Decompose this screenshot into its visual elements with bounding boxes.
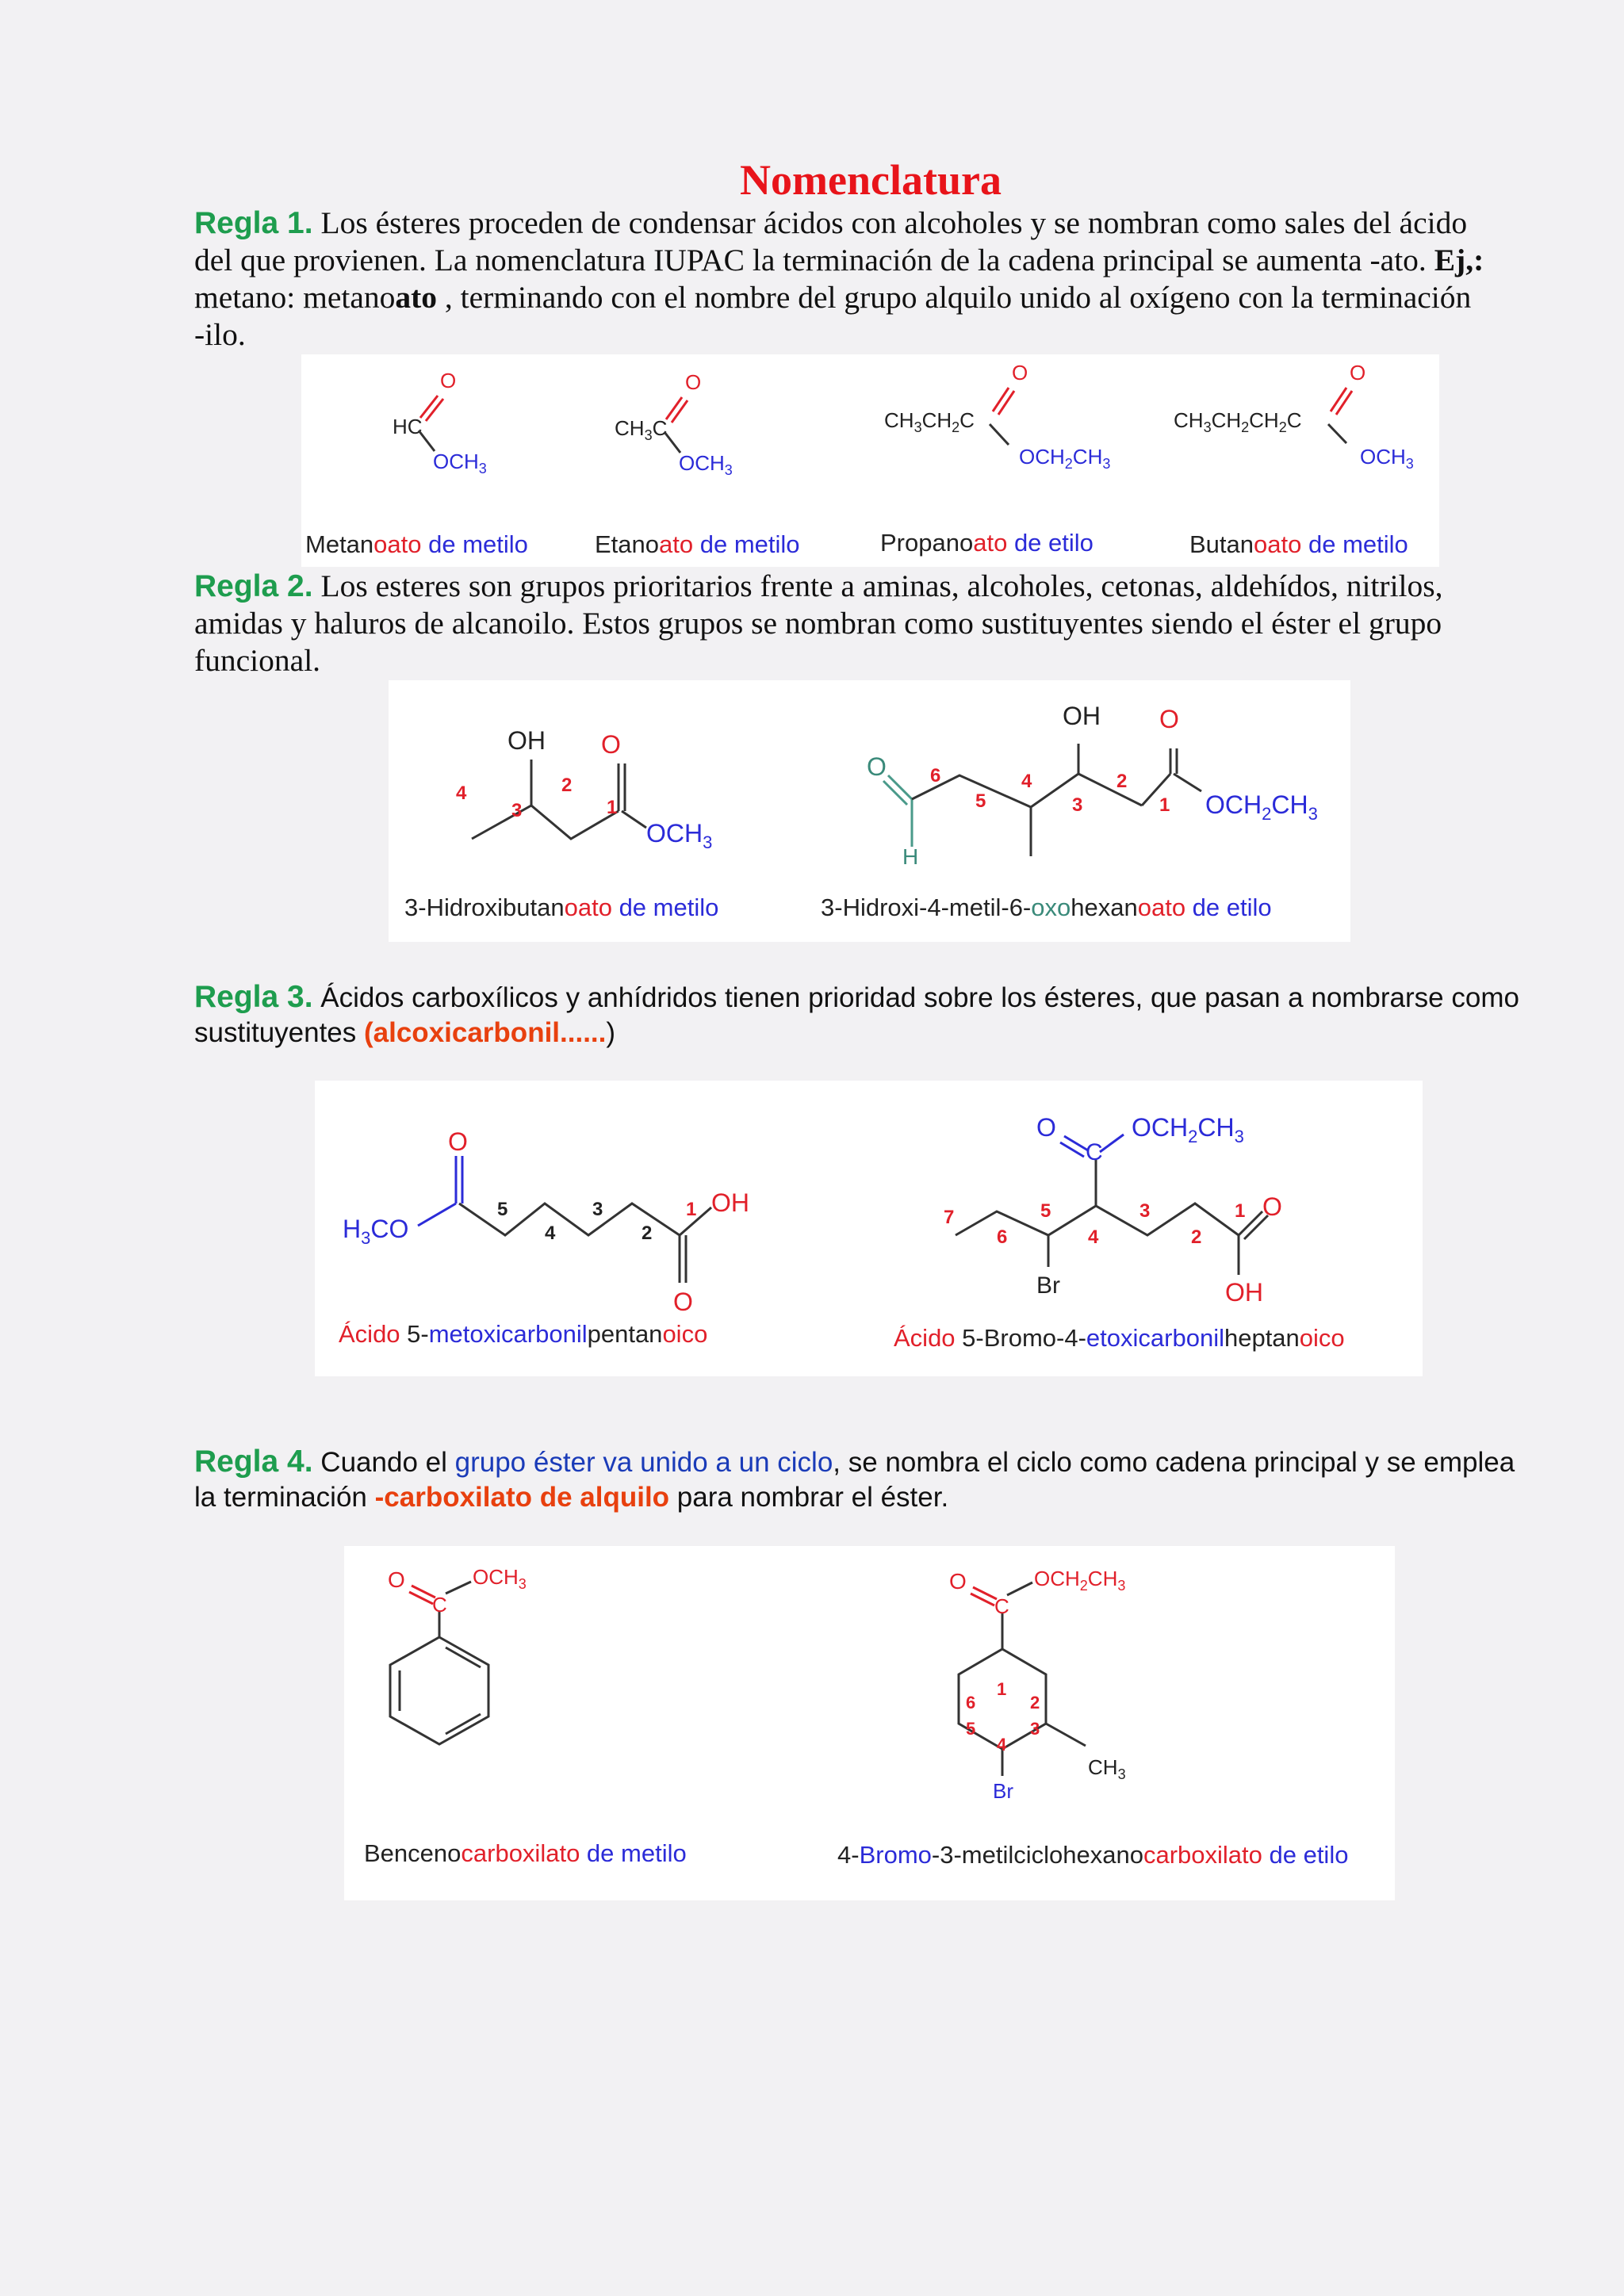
molecule-name: 4-Bromo-3-metilciclohexanocarboxilato de etilo [837,1841,1349,1869]
rule3-text-2: sustituyentes [194,1017,364,1048]
mol-atom: Br [993,1779,1013,1803]
rule3-figure [315,1081,1423,1376]
mol-locant: 3 [592,1199,603,1220]
rule2-label: Regla 2. [194,569,313,603]
mol-atom: C [1086,1139,1103,1165]
mol-atom: $OCH_2CH_3$ [1019,445,1111,472]
molecule-name: Ácido 5-Bromo-4-etoxicarbonilheptanoico [894,1324,1345,1352]
mol-locant: 3 [1072,794,1083,816]
molecule-3-hidroxi-4-metil-6-oxohexanoato-de-etilo [821,702,1318,921]
mol-locant: 5 [966,1719,976,1739]
rule2-figure [389,680,1350,942]
mol-locant: 1 [1159,794,1170,816]
rule2-paragraph [194,568,1542,679]
mol-locant: 4 [1088,1226,1099,1248]
mol-atom: O [1012,361,1028,385]
rule1-label: Regla 1. [194,206,313,240]
molecule-name: Bencenocarboxilato de metilo [364,1839,687,1867]
molecule-propanoato-de-etilo [880,361,1110,557]
rule4-text-2: , se nombra el ciclo como cadena principal y se emplea [833,1447,1515,1478]
rule4-text-3: la terminación [194,1482,375,1513]
mol-locant: 1 [997,1679,1007,1699]
mol-locant: 6 [930,765,941,786]
rule4-text-1: Cuando el [312,1447,455,1478]
mol-atom: $CH_3CH_2CH_2C$ [1174,408,1302,435]
mol-locant: 1 [607,797,618,818]
molecule-name: Etanoato de metilo [595,530,800,558]
rule1-suffix: ato [395,280,438,315]
rule1-text-3: metano: metano [194,280,396,315]
rule1-text-1: Los ésteres proceden de condensar ácidos con alcoholes y se nombran como sales del ácido [320,205,1468,240]
mol-atom: $OCH_2CH_3$ [1132,1113,1244,1146]
mol-atom: HC [393,415,423,438]
mol-locant: 5 [1040,1200,1051,1222]
rule2-text-1: Los esteres son grupos prioritarios frente a aminas, alcoholes, cetonas, aldehídos, nitrilos, [320,568,1443,603]
molecule-name: Ácido 5-metoxicarbonilpentanoico [339,1320,708,1348]
molecule-3-hidroxibutanoato-de-metilo [404,726,718,921]
mol-locant: 4 [1021,771,1032,792]
mol-atom: Br [1036,1272,1060,1299]
mol-atom: C [432,1593,447,1617]
rule3-label: Regla 3. [194,980,313,1014]
rule1-text-5: -ilo. [194,317,246,352]
molecule-name: Propanoato de etilo [880,529,1094,557]
mol-locant: 6 [966,1693,976,1712]
mol-atom: $OCH_3$ [646,819,713,852]
molecule-name: Butanoato de metilo [1189,530,1408,558]
mol-locant: 7 [944,1207,955,1228]
mol-locant: 3 [1139,1200,1151,1222]
mol-locant: 6 [997,1226,1008,1248]
rule4-highlight-1: grupo éster va unido a un ciclo [454,1447,833,1478]
mol-locant: 5 [975,790,986,812]
mol-atom: $OCH_3$ [473,1565,527,1592]
mol-locant: 5 [497,1199,508,1220]
molecule-etanoato-de-metilo [595,370,800,558]
mol-locant: 2 [561,775,573,796]
mol-atom: OH [1225,1278,1263,1307]
mol-atom: O [440,369,457,392]
mol-atom: OH [711,1188,749,1217]
rule3-paragraph [194,980,1542,1050]
mol-locant: 2 [1030,1693,1040,1712]
mol-atom: O [1159,705,1179,733]
mol-atom: O [601,730,621,759]
mol-atom: O [867,752,887,781]
molecule-name: Metanoato de metilo [305,530,528,558]
mol-locant: 3 [511,800,523,821]
rule1-text-4: , terminando con el nombre del grupo alquilo unido al oxígeno con la terminación [437,280,1472,315]
mol-locant: 2 [1191,1226,1202,1248]
mol-atom: H [902,844,919,869]
rule4-label: Regla 4. [194,1445,313,1479]
rule2-text-2: amidas y haluros de alcanoilo. Estos grupos se nombran como sustituyentes siendo el éster el grupo [194,606,1442,641]
rule2-text-3: funcional. [194,643,321,678]
rule3-text-1: Ácidos carboxílicos y anhídridos tienen prioridad sobre los ésteres, que pasan a nombrarse como [312,982,1519,1013]
molecule-bencenocarboxilato-de-metilo [364,1565,687,1867]
mol-atom: O [388,1567,405,1592]
molecule-name: 3-Hidroxibutanoato de metilo [404,894,719,921]
rule1-text-2: del que provienen. La nomenclatura IUPAC la terminación de la cadena principal se aumenta -ato. [194,243,1434,277]
mol-atom: O [1036,1113,1056,1142]
rule4-text-4: para nombrar el éster. [669,1482,949,1513]
mol-atom: $CH_3CH_2C$ [884,408,975,435]
mol-locant: 4 [997,1735,1007,1755]
molecule-name: 3-Hidroxi-4-metil-6-oxohexanoato de etilo [821,894,1272,921]
page-title: Nomenclatura [740,156,1002,204]
mol-atom: $CH_3C$ [615,416,668,443]
rule4-figure [344,1546,1395,1900]
mol-atom: OH [1063,702,1101,730]
mol-locant: 4 [456,783,467,804]
rule1-example-label: Ej,: [1434,243,1484,277]
mol-atom: $OCH_2CH_3$ [1034,1567,1126,1594]
mol-atom: $OCH_3$ [433,450,487,476]
molecule-4-bromo-3-metilciclohexanocarboxilato-de-etilo [837,1567,1348,1869]
mol-atom: O [448,1127,468,1156]
rule3-text-3: ) [606,1017,616,1048]
molecule-acido-5-metoxicarbonilpentanoico [339,1127,749,1348]
mol-atom: O [685,370,702,394]
mol-atom: $CH_3$ [1088,1755,1126,1782]
mol-locant: 1 [686,1199,697,1220]
mol-locant: 1 [1235,1200,1246,1222]
mol-atom: O [1262,1192,1282,1221]
mol-atom: $OCH_3$ [679,451,733,478]
rule4-highlight-2: -carboxilato de alquilo [374,1482,670,1513]
mol-locant: 2 [642,1223,653,1244]
mol-atom: $OCH_2CH_3$ [1205,790,1318,824]
molecule-metanoato-de-metilo [305,369,528,558]
molecule-butanoato-de-metilo [1174,361,1414,558]
mol-locant: 3 [1030,1719,1040,1739]
mol-atom: OH [508,726,546,755]
mol-atom: C [994,1594,1009,1618]
rule1-paragraph [194,205,1542,354]
mol-locant: 4 [545,1223,556,1244]
mol-atom: O [949,1569,967,1594]
rule3-highlight: (alcoxicarbonil...... [364,1017,607,1048]
mol-atom: $OCH_3$ [1360,445,1414,472]
mol-locant: 2 [1116,771,1128,792]
mol-atom: O [1350,361,1366,385]
rule4-paragraph [194,1445,1542,1515]
rule1-figure [301,354,1439,567]
mol-atom: $H_3CO$ [343,1215,409,1248]
mol-atom: O [673,1288,693,1316]
molecule-acido-5-bromo-4-etoxicarbonilheptanoico [894,1113,1345,1352]
